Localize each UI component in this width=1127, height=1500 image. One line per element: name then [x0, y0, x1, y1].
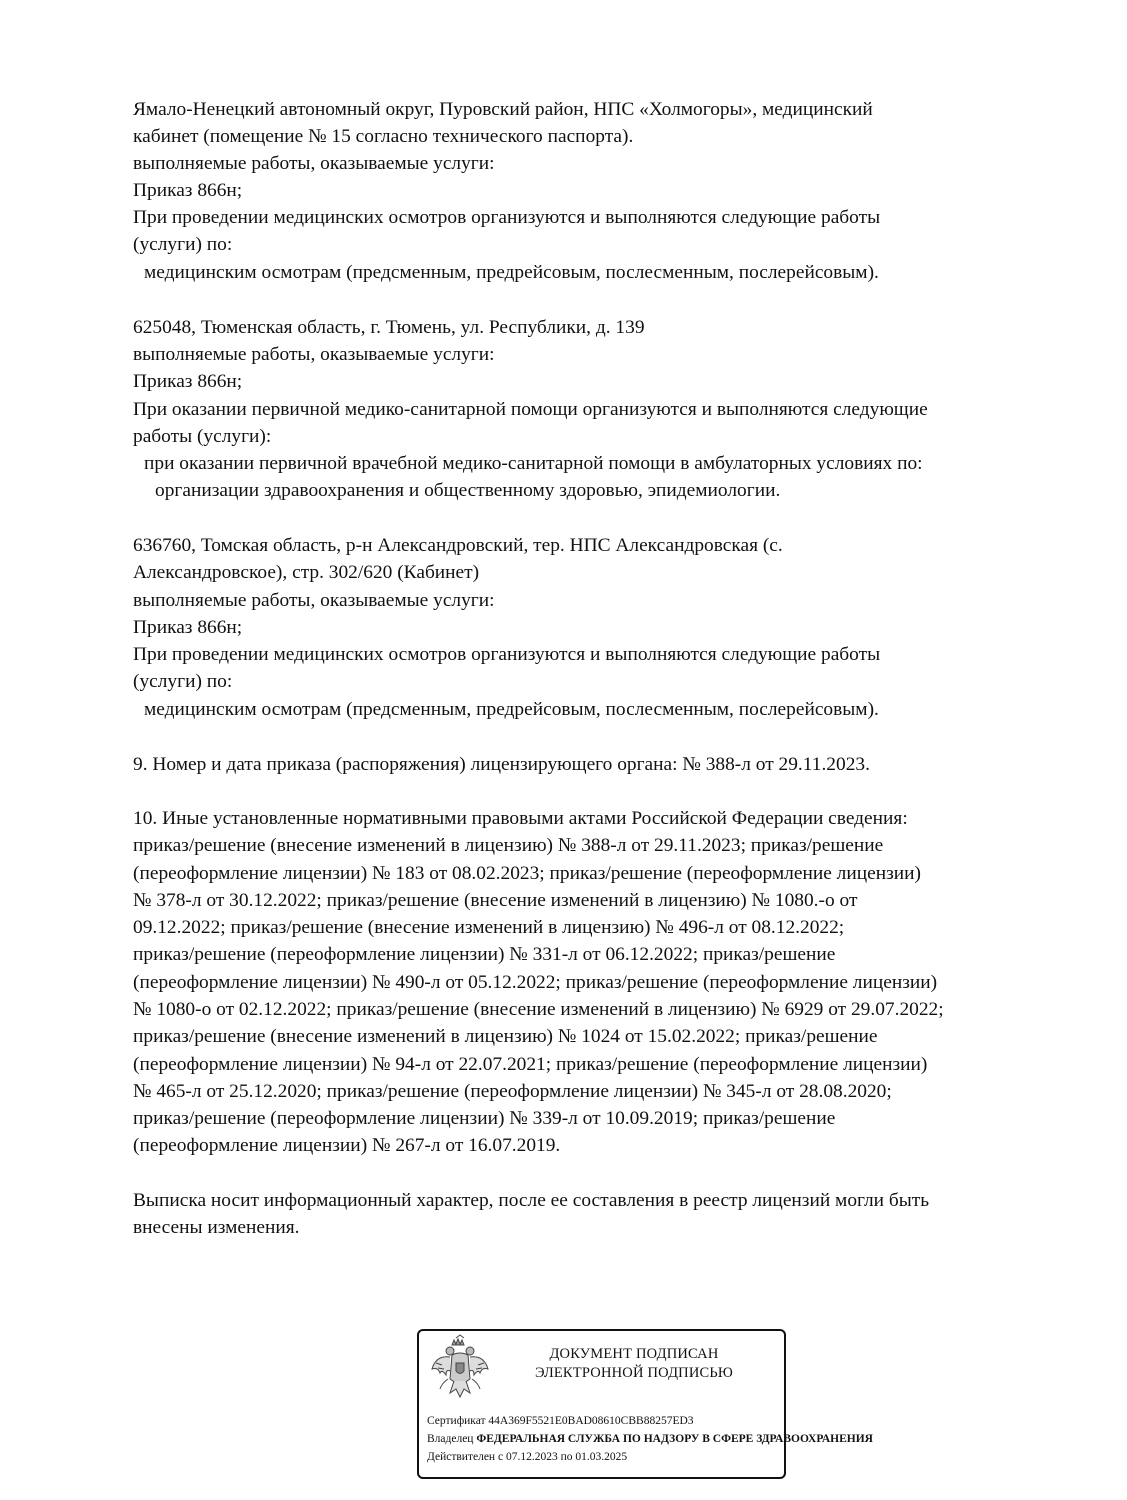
text-line: приказ/решение (внесение изменений в лицензию) № 388-л от 29.11.2023; приказ/решение — [133, 835, 884, 856]
text-line: медицинским осмотрам (предсменным, предрейсовым, послесменным, послерейсовым). — [144, 699, 879, 720]
text-line: приказ/решение (внесение изменений в лицензию) № 1024 от 15.02.2022; приказ/решение — [133, 1026, 878, 1047]
cert-value: 44A369F5521E0BAD08610CBB88257ED3 — [488, 1415, 694, 1427]
stamp-certificate — [427, 1413, 694, 1429]
cert-label: Сертификат — [427, 1415, 486, 1427]
text-line: Выписка носит информационный характер, после ее составления в реестр лицензий могли быть — [133, 1190, 930, 1211]
text-line: 636760, Томская область, р-н Александровский, тер. НПС Александровская (с. — [133, 535, 783, 556]
text-line: выполняемые работы, оказываемые услуги: — [133, 153, 495, 174]
text-line: медицинским осмотрам (предсменным, предрейсовым, послесменным, послерейсовым). — [144, 262, 879, 283]
text-line: (переоформление лицензии) № 183 от 08.02.2023; приказ/решение (переоформление лицензии) — [133, 863, 921, 884]
text-line: Приказ 866н; — [133, 180, 243, 201]
text-line: 10. Иные установленные нормативными правовыми актами Российской Федерации сведения: — [133, 808, 908, 829]
text-line: (переоформление лицензии) № 94-л от 22.07.2021; приказ/решение (переоформление лицензии) — [133, 1054, 928, 1075]
text-line: внесены изменения. — [133, 1217, 300, 1238]
owner-value: ФЕДЕРАЛЬНАЯ СЛУЖБА ПО НАДЗОРУ В СФЕРЕ ЗДРАВООХРАНЕНИЯ — [476, 1433, 873, 1445]
text-line: при оказании первичной врачебной медико-санитарной помощи в амбулаторных условиях по: — [144, 453, 923, 474]
text-line: Приказ 866н; — [133, 371, 243, 392]
text-line: При проведении медицинских осмотров организуются и выполняются следующие работы — [133, 207, 881, 228]
text-line: (услуги) по: — [133, 671, 233, 692]
text-line: выполняемые работы, оказываемые услуги: — [133, 344, 495, 365]
text-line: работы (услуги): — [133, 426, 272, 447]
signature-stamp — [417, 1329, 873, 1479]
text-line: 09.12.2022; приказ/решение (внесение изменений в лицензию) № 496-л от 08.12.2022; — [133, 917, 845, 938]
text-line: Приказ 866н; — [133, 617, 243, 638]
stamp-owner — [427, 1431, 873, 1447]
stamp-title-line1: ДОКУМЕНТ ПОДПИСАН — [549, 1346, 719, 1362]
text-line: приказ/решение (переоформление лицензии) № 331-л от 06.12.2022; приказ/решение — [133, 944, 836, 965]
coat-of-arms-icon — [430, 1335, 490, 1403]
stamp-title-line2: ЭЛЕКТРОННОЙ ПОДПИСЬЮ — [534, 1365, 734, 1381]
text-line: (услуги) по: — [133, 234, 233, 255]
text-line: Александровское), стр. 302/620 (Кабинет) — [133, 562, 480, 583]
text-line: № 378-л от 30.12.2022; приказ/решение (внесение изменений в лицензию) № 1080.-о от — [133, 890, 858, 911]
text-line: № 1080-о от 02.12.2022; приказ/решение (внесение изменений в лицензию) № 6929 от 29.07.2022; — [133, 999, 944, 1020]
text-line: № 465-л от 25.12.2020; приказ/решение (переоформление лицензии) № 345-л от 28.08.2020; — [133, 1081, 892, 1102]
text-line: 9. Номер и дата приказа (распоряжения) лицензирующего органа: № 388-л от 29.11.2023. — [133, 754, 870, 775]
stamp-title — [519, 1345, 749, 1383]
text-line: (переоформление лицензии) № 267-л от 16.07.2019. — [133, 1135, 561, 1156]
valid-text: Действителен с 07.12.2023 по 01.03.2025 — [427, 1451, 628, 1463]
text-line: кабинет (помещение № 15 согласно технического паспорта). — [133, 126, 634, 147]
text-line: приказ/решение (переоформление лицензии) № 339-л от 10.09.2019; приказ/решение — [133, 1108, 836, 1129]
text-line: При проведении медицинских осмотров организуются и выполняются следующие работы — [133, 644, 881, 665]
text-line: выполняемые работы, оказываемые услуги: — [133, 590, 495, 611]
text-line: (переоформление лицензии) № 490-л от 05.12.2022; приказ/решение (переоформление лицензии) — [133, 972, 938, 993]
stamp-validity — [427, 1449, 627, 1465]
text-line: При оказании первичной медико-санитарной помощи организуются и выполняются следующие — [133, 399, 928, 420]
text-line: организации здравоохранения и общественному здоровью, эпидемиологии. — [155, 480, 781, 501]
text-line: Ямало-Ненецкий автономный округ, Пуровский район, НПС «Холмогоры», медицинский — [133, 99, 873, 120]
owner-label: Владелец — [427, 1433, 474, 1445]
text-line: 625048, Тюменская область, г. Тюмень, ул. Республики, д. 139 — [133, 317, 645, 338]
